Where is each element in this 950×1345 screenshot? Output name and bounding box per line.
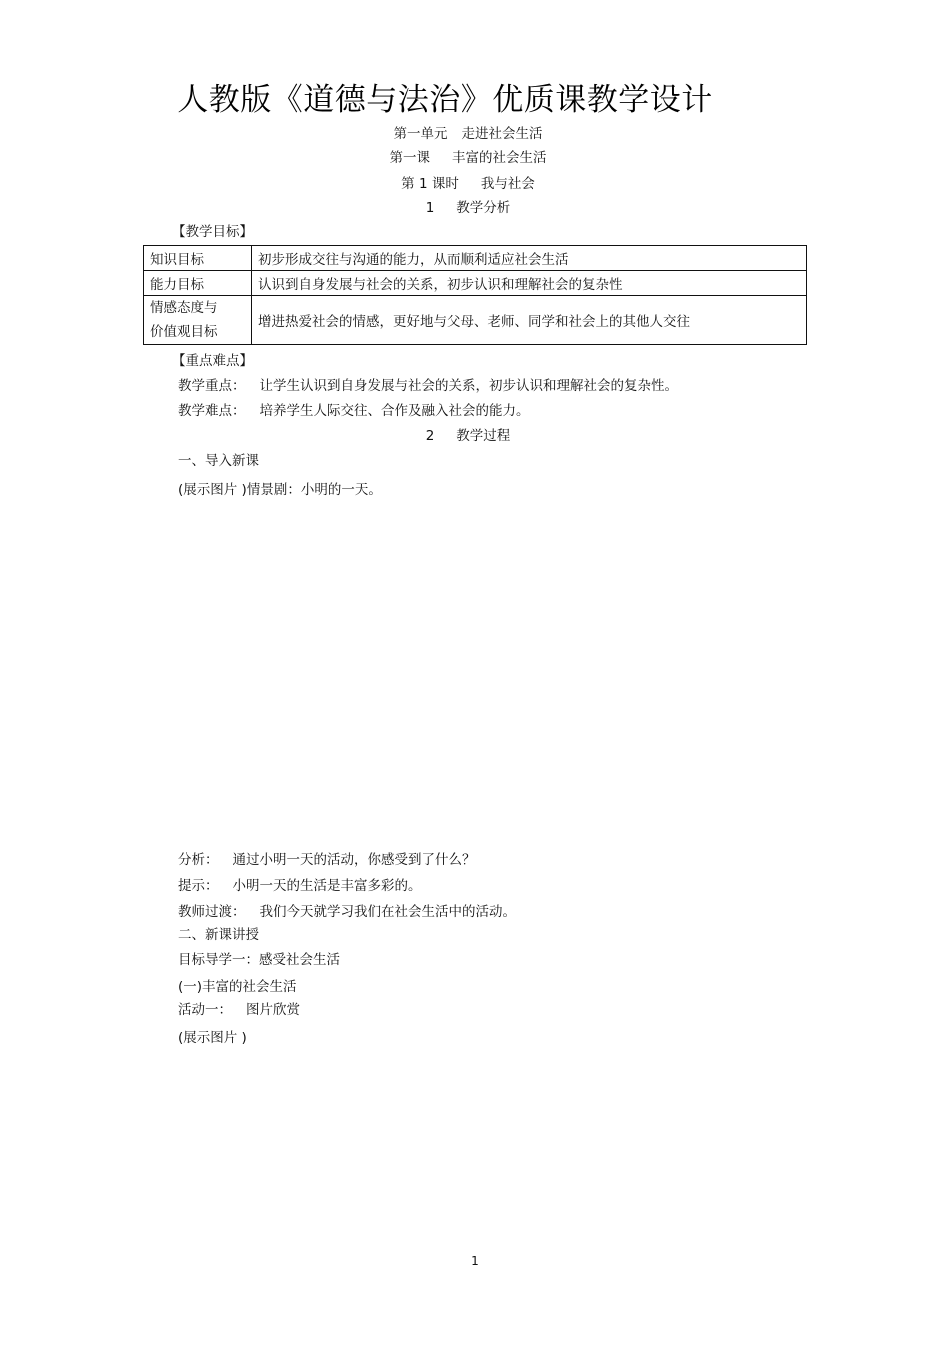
section-number: 1	[425, 200, 435, 216]
page-number: 1	[471, 1254, 479, 1268]
difficult-point-text: 培养学生人际交往、合作及融入社会的能力。	[259, 403, 530, 419]
analysis	[178, 848, 476, 868]
show-picture: (展示图片 )	[178, 1030, 247, 1046]
table-row	[144, 296, 807, 345]
goal-value: 初步形成交往与沟通的能力，从而顺利适应社会生活	[252, 246, 807, 271]
transition-text: 我们今天就学习我们在社会生活中的活动。	[259, 904, 516, 920]
hint	[178, 874, 422, 894]
lesson-heading	[0, 146, 936, 166]
analysis-label: 分析：	[178, 852, 219, 868]
teacher-transition	[178, 900, 516, 920]
key-point-text: 让学生认识到自身发展与社会的关系，初步认识和理解社会的复杂性。	[259, 378, 678, 394]
period-heading	[0, 172, 936, 192]
hint-label: 提示：	[178, 878, 219, 894]
analysis-text: 通过小明一天的活动，你感受到了什么？	[232, 852, 476, 868]
lesson-label: 第一课	[389, 150, 430, 166]
activity-one	[178, 998, 300, 1018]
section-number: 2	[425, 428, 435, 444]
period-label: 第 1 课时	[401, 176, 459, 192]
section-heading-process	[0, 424, 936, 444]
document-title: 人教版《道德与法治》优质课教学设计	[177, 82, 713, 118]
activity-label: 活动一：	[178, 1002, 232, 1018]
unit-label: 第一单元	[393, 126, 448, 142]
key-point-label: 教学重点：	[178, 378, 246, 394]
goals-table	[143, 245, 807, 345]
transition-label: 教师过渡：	[178, 904, 246, 920]
lesson-name: 丰富的社会生活	[452, 150, 547, 166]
unit-name: 走进社会生活	[461, 126, 543, 142]
keypoints-heading: 【重点难点】	[172, 353, 253, 369]
period-name: 我与社会	[480, 176, 535, 192]
goal-key-line: 价值观目标	[150, 324, 218, 340]
unit-heading	[0, 122, 936, 142]
section-heading-analysis	[0, 196, 936, 216]
table-row	[144, 246, 807, 271]
goal-value: 增进热爱社会的情感，更好地与父母、老师、同学和社会上的其他人交往	[252, 296, 807, 345]
target-one: 目标导学一：感受社会生活	[178, 952, 340, 968]
hint-text: 小明一天的生活是丰富多彩的。	[232, 878, 422, 894]
new-lesson-heading: 二、新课讲授	[178, 927, 259, 943]
intro-heading: 一、导入新课	[178, 453, 259, 469]
goal-key: 能力目标	[144, 271, 252, 296]
key-point	[178, 374, 678, 394]
table-row	[144, 271, 807, 296]
intro-show-picture: (展示图片 )情景剧：小明的一天。	[178, 482, 382, 498]
goal-key-line: 情感态度与	[150, 300, 218, 316]
goal-value: 认识到自身发展与社会的关系，初步认识和理解社会的复杂性	[252, 271, 807, 296]
difficult-point	[178, 399, 530, 419]
subsection-one: (一)丰富的社会生活	[178, 979, 297, 995]
section-name: 教学过程	[456, 428, 511, 444]
difficult-point-label: 教学难点：	[178, 403, 246, 419]
section-name: 教学分析	[456, 200, 511, 216]
goal-key: 知识目标	[144, 246, 252, 271]
goal-key	[144, 296, 252, 345]
activity-text: 图片欣赏	[246, 1002, 300, 1018]
goals-heading: 【教学目标】	[172, 224, 253, 240]
